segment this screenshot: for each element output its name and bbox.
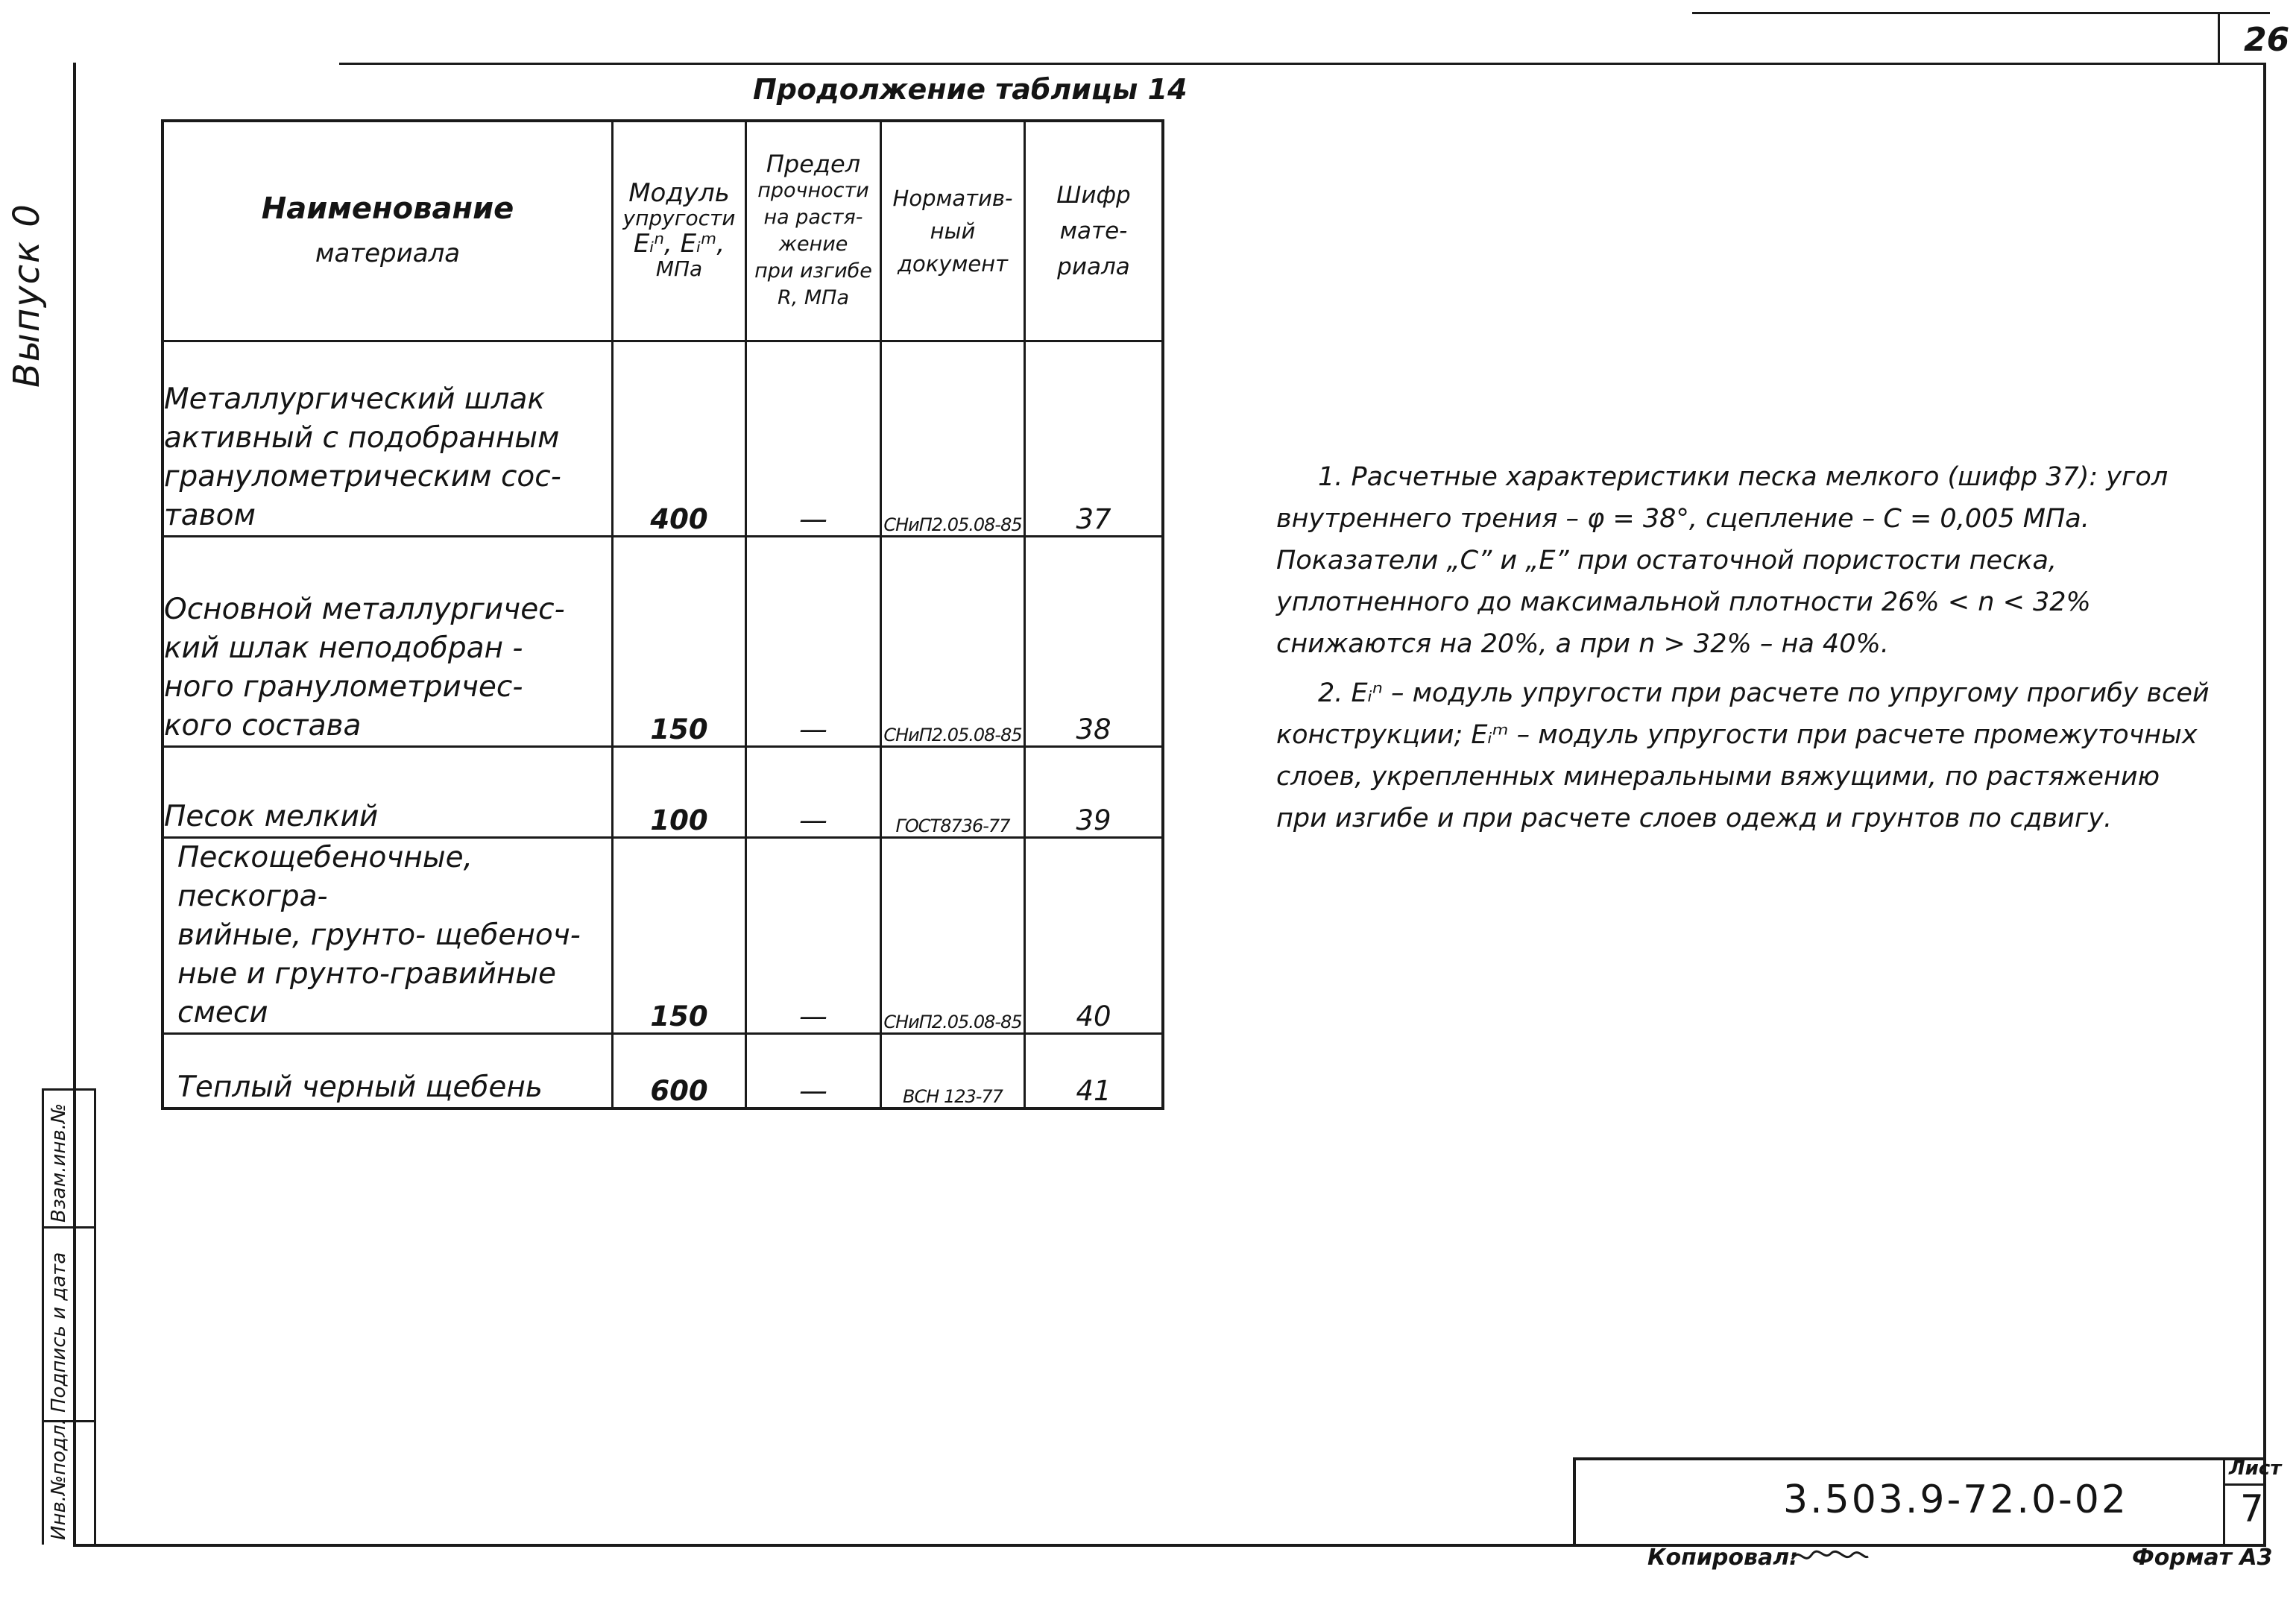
copier-signature [1789, 1543, 1871, 1574]
material-name-line: смеси [177, 996, 268, 1029]
header-strength-line: прочности [757, 179, 869, 202]
table-row [163, 1034, 1163, 1108]
material-name-line: ные и грунто-гравийные [177, 957, 557, 991]
header-code-line: Шифр [1056, 182, 1131, 209]
material-name [163, 537, 613, 747]
material-name-line: кий шлак неподобран - [164, 631, 523, 665]
table-row [163, 341, 1163, 537]
material-name-line: активный с подобранным [164, 421, 560, 455]
material-name-line: Металлургический шлак [164, 382, 545, 416]
header-strength-line: при изгибе [754, 259, 872, 283]
material-code: 37 [1025, 341, 1164, 537]
material-name [163, 341, 613, 537]
table-row [163, 838, 1163, 1034]
header-name-line: материала [315, 239, 461, 268]
stamp-signature-date: Подпись и дата [48, 1252, 70, 1413]
table-caption: Продолжение таблицы 14 [753, 73, 1188, 106]
header-normative-line: Норматив- [892, 186, 1013, 211]
strength-value: — [746, 341, 881, 537]
normative-document: ГОСТ8736-77 [881, 747, 1025, 838]
table-header-row [163, 121, 1163, 341]
header-modulus-line: МПа [655, 256, 703, 281]
normative-document: СНиП2.05.08-85 [881, 838, 1025, 1034]
header-code-line: мате- [1059, 218, 1128, 245]
header-strength-line: R, МПа [777, 286, 850, 309]
header-modulus [613, 121, 746, 341]
frame-right-line [2263, 63, 2266, 1546]
page-number-box-left [2218, 12, 2220, 64]
material-name-line: вийные, грунто- щебеноч- [177, 918, 581, 952]
header-strength-line: жение [778, 233, 848, 256]
title-block-sheet-line [2223, 1483, 2266, 1486]
stamp-replacement-inv: Взам.инв.№ [48, 1103, 70, 1223]
header-modulus-line: Eᵢⁿ, Eᵢᵐ, [633, 229, 725, 259]
frame-left-line [73, 63, 76, 1546]
modulus-value: 400 [613, 341, 746, 537]
normative-document: СНиП2.05.08-85 [881, 341, 1025, 537]
header-code-line: риала [1057, 253, 1130, 280]
material-name [163, 747, 613, 838]
material-name [163, 838, 613, 1034]
header-normative-line: документ [897, 251, 1009, 277]
material-code: 39 [1025, 747, 1164, 838]
material-name-line: Теплый черный щебень [177, 1070, 543, 1104]
modulus-value: 600 [613, 1034, 746, 1108]
strength-value: — [746, 838, 881, 1034]
normative-document: ВСН 123-77 [881, 1034, 1025, 1108]
material-name-line: гранулометрическим сос- [164, 460, 561, 493]
stamp-strip-left [42, 1088, 44, 1545]
page-number: 26 [2244, 21, 2290, 59]
note-item: 1. Расчетные характеристики песка мелкого (шифр 37): угол внутреннего трения – φ = 38°, сцепление – С = 0,005 МПа. Показатели „С” и „Е” при остаточной пористости песка, уплотненного до максимальной плотности 26% < n < 32% снижаются на 20%, а при n > 32% – на 40%. [1276, 462, 2169, 659]
header-strength-line: Предел [766, 150, 861, 178]
modulus-value: 150 [613, 537, 746, 747]
title-block-sheet-divider [2223, 1457, 2225, 1545]
stamp-divider-1 [42, 1088, 95, 1091]
materials-table [161, 119, 1164, 1110]
header-modulus-line: Модуль [628, 178, 730, 208]
modulus-value: 100 [613, 747, 746, 838]
header-normative-line: ный [930, 218, 976, 244]
material-name-line: Пескощебеночные, пескогра- [177, 841, 473, 913]
header-name [163, 121, 613, 341]
frame-top-right-line [1692, 12, 2270, 14]
material-name-line: Основной металлургичес- [164, 593, 565, 626]
material-name-line: тавом [164, 499, 256, 532]
table-row [163, 747, 1163, 838]
header-modulus-line: упругости [622, 206, 736, 230]
material-name [163, 1034, 613, 1108]
document-code: 3.503.9-72.0-02 [1783, 1477, 2128, 1522]
frame-bottom-line [73, 1544, 2266, 1547]
material-name-line: ного гранулометричес- [164, 670, 523, 704]
strength-value: — [746, 747, 881, 838]
sheet-number: 7 [2240, 1487, 2264, 1530]
material-code: 41 [1025, 1034, 1164, 1108]
signature-scribble [1789, 1543, 1871, 1568]
stamp-inv-original: Инв.№подл. [48, 1419, 70, 1540]
header-normative [881, 121, 1025, 341]
table-row [163, 537, 1163, 747]
copied-by-label: Копировал: [1647, 1545, 1799, 1571]
modulus-value: 150 [613, 838, 746, 1034]
material-code: 38 [1025, 537, 1164, 747]
material-code: 40 [1025, 838, 1164, 1034]
notes-block [1276, 456, 2215, 847]
title-block-left [1573, 1457, 1576, 1545]
stamp-strip-right [94, 1088, 96, 1545]
format-label: Формат А3 [2132, 1545, 2273, 1571]
header-code [1025, 121, 1164, 341]
normative-document: СНиП2.05.08-85 [881, 537, 1025, 747]
frame-top-line [339, 63, 2266, 65]
strength-value: — [746, 537, 881, 747]
header-name-line: Наименование [261, 192, 514, 226]
note-item: 2. Eᵢⁿ – модуль упругости при расчете по упругому прогибу всей конструкции; Eᵢᵐ – модуль упругости при расчете промежуточных слоев, укрепленных минеральными вяжущими, по растяжению при изгибе и при расчете слоев одежд и грунтов по сдвигу. [1276, 678, 2210, 833]
strength-value: — [746, 1034, 881, 1108]
material-name-line: Песок мелкий [164, 800, 379, 833]
stamp-divider-2 [42, 1226, 95, 1229]
series-label: Выпуск 0 [6, 203, 48, 388]
title-block-top [1573, 1457, 2266, 1460]
material-name-line: кого состава [164, 709, 362, 742]
sheet-label: Лист [2229, 1457, 2282, 1480]
header-strength-line: на растя- [763, 206, 863, 229]
header-strength [746, 121, 881, 341]
